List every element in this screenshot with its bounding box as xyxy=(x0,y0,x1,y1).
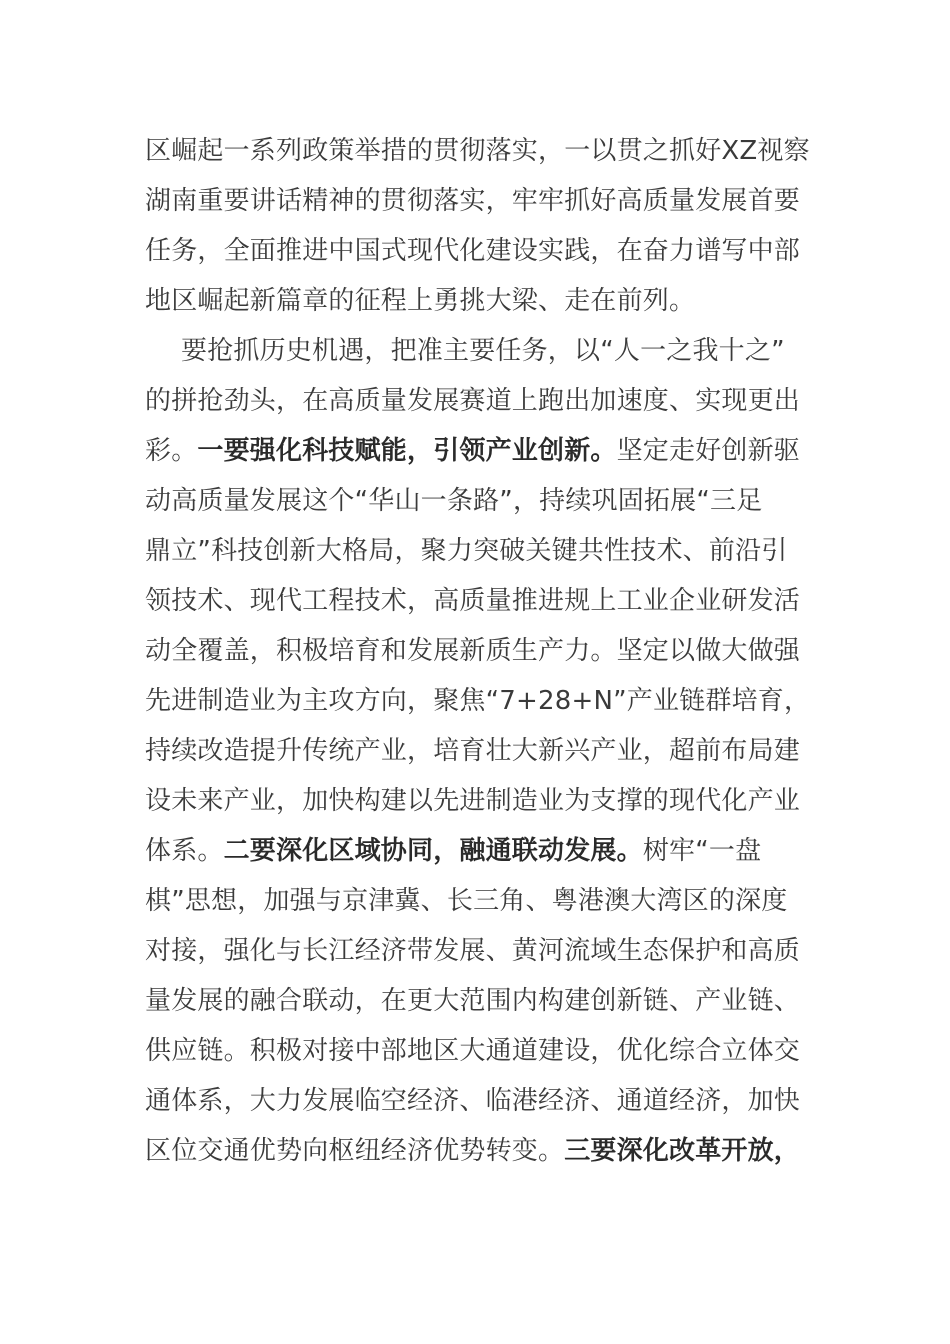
text-run: 动全覆盖，积极培育和发展新质生产力。坚定以做大做强 xyxy=(145,636,801,666)
text-run: 先进制造业为主攻方向，聚焦“7+28+N”产业链群培育， xyxy=(145,686,811,716)
text-line xyxy=(145,576,810,626)
text-run: 坚定走好创新驱 xyxy=(616,436,801,466)
text-run: 区崛起一系列政策举措的贯彻落实，一以贯之抓好XZ视察 xyxy=(145,136,810,166)
body-text xyxy=(145,126,810,1176)
text-run: 要抢抓历史机遇，把准主要任务，以“人一之我十之” xyxy=(181,336,785,366)
text-run: 动高质量发展这个“华山一条路”，持续巩固拓展“三足 xyxy=(145,486,763,516)
text-line xyxy=(145,1076,810,1126)
text-line xyxy=(145,276,810,326)
text-run: 树牢“一盘 xyxy=(642,836,762,866)
text-line xyxy=(145,826,810,876)
text-line xyxy=(145,376,810,426)
text-line xyxy=(145,226,810,276)
text-line xyxy=(145,776,810,826)
text-line xyxy=(145,926,810,976)
text-run: 任务，全面推进中国式现代化建设实践，在奋力谱写中部 xyxy=(145,236,801,266)
text-run: 彩。 xyxy=(145,436,198,466)
bold-heading-run: 一要强化科技赋能，引领产业创新。 xyxy=(197,436,617,466)
text-run: 湖南重要讲话精神的贯彻落实，牢牢抓好高质量发展首要 xyxy=(145,186,801,216)
text-run: 领技术、现代工程技术，高质量推进规上工业企业研发活 xyxy=(145,586,801,616)
text-run: 棋”思想，加强与京津冀、长三角、粤港澳大湾区的深度 xyxy=(145,886,788,916)
text-run: 通体系，大力发展临空经济、临港经济、通道经济，加快 xyxy=(145,1086,801,1116)
text-line xyxy=(145,976,810,1026)
text-run: 设未来产业，加快构建以先进制造业为支撑的现代化产业 xyxy=(145,786,801,816)
text-line xyxy=(145,476,810,526)
bold-heading-run: 二要深化区域协同，融通联动发展。 xyxy=(223,836,643,866)
text-run: 体系。 xyxy=(145,836,224,866)
text-line xyxy=(145,876,810,926)
text-run: 地区崛起新篇章的征程上勇挑大梁、走在前列。 xyxy=(145,286,696,316)
text-run: 区位交通优势向枢纽经济优势转变。 xyxy=(145,1136,565,1166)
text-line xyxy=(145,526,810,576)
text-line xyxy=(145,626,810,676)
text-line xyxy=(145,676,810,726)
text-run: 鼎立”科技创新大格局，聚力突破关键共性技术、前沿引 xyxy=(145,536,788,566)
text-line xyxy=(145,1126,810,1176)
paragraph-start-line xyxy=(145,326,810,376)
text-run: 持续改造提升传统产业，培育壮大新兴产业，超前布局建 xyxy=(145,736,801,766)
text-line xyxy=(145,126,810,176)
text-line xyxy=(145,726,810,776)
text-run: 供应链。积极对接中部地区大通道建设，优化综合立体交 xyxy=(145,1036,801,1066)
text-run: 的拼抢劲头，在高质量发展赛道上跑出加速度、实现更出 xyxy=(145,386,801,416)
text-run: 对接，强化与长江经济带发展、黄河流域生态保护和高质 xyxy=(145,936,801,966)
text-line xyxy=(145,1026,810,1076)
text-line xyxy=(145,426,810,476)
text-line xyxy=(145,176,810,226)
text-run: 量发展的融合联动，在更大范围内构建创新链、产业链、 xyxy=(145,986,801,1016)
bold-heading-run: 三要深化改革开放， xyxy=(564,1136,801,1166)
